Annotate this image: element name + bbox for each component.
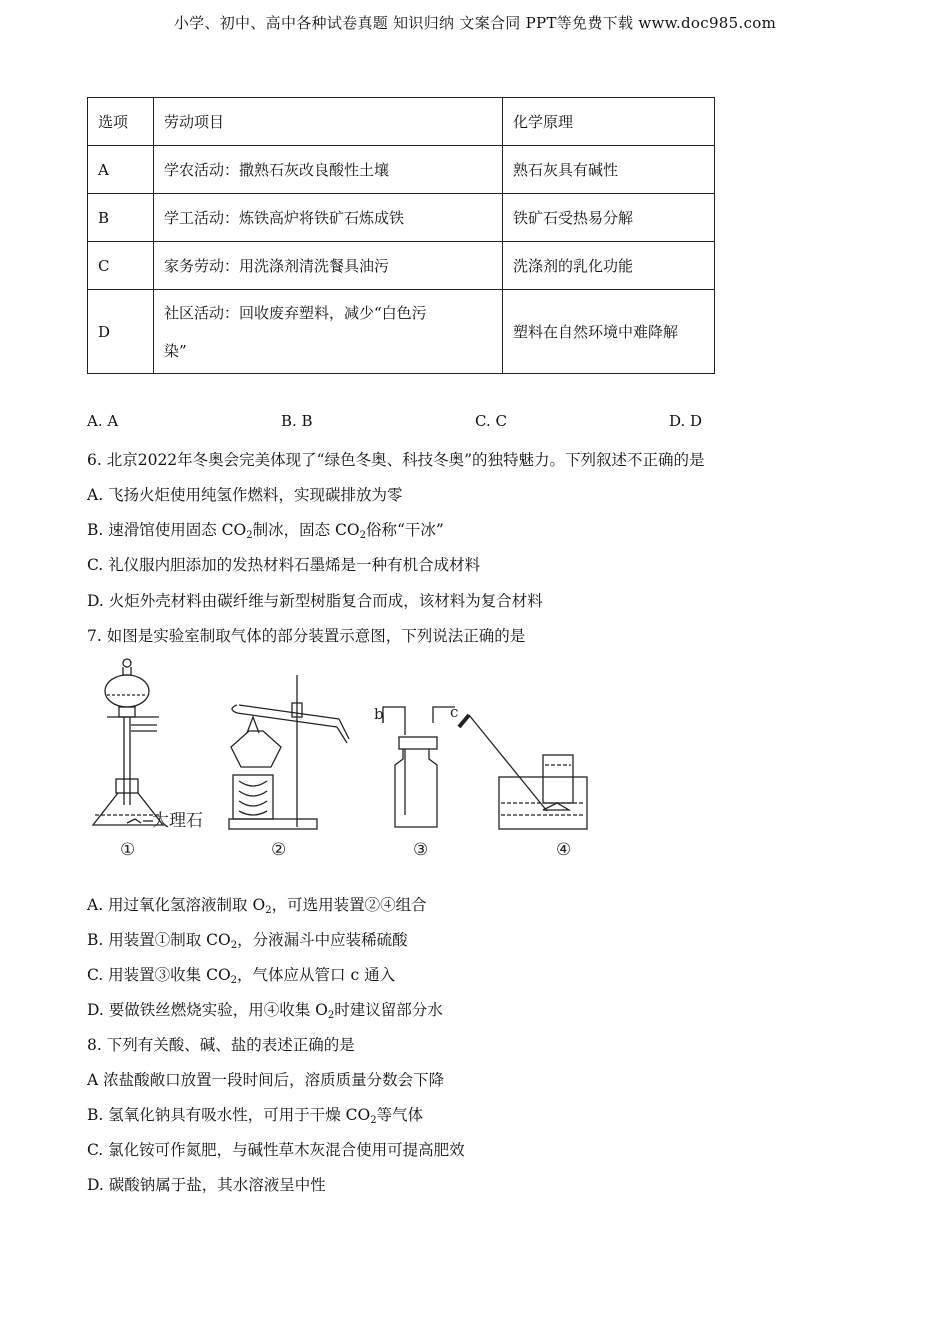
table-cell-line: 染” xyxy=(164,341,187,360)
table-header-cell: 选项 xyxy=(88,98,154,146)
marble-label: 大理石 xyxy=(152,811,203,830)
table-cell: 学农活动：撒熟石灰改良酸性土壤 xyxy=(154,146,503,194)
label-c: c xyxy=(450,703,459,721)
subscript: 2 xyxy=(327,1010,335,1021)
question6-option-a[interactable]: A. 飞扬火炬使用纯氢作燃料，实现碳排放为零 xyxy=(87,486,403,504)
subscript: 2 xyxy=(265,905,272,916)
table-row xyxy=(88,242,715,290)
subscript: 2 xyxy=(359,530,366,541)
text-part: 制冰，固态 CO xyxy=(252,521,360,539)
label-b: b xyxy=(374,705,384,723)
question5-table xyxy=(87,97,715,374)
text-part: ，可选用装置②④组合 xyxy=(271,896,427,914)
question7-option-c[interactable] xyxy=(87,963,395,986)
table-row xyxy=(88,290,715,374)
text-part: D. 要做铁丝燃烧实验，用④收集 O xyxy=(87,1001,328,1019)
table-header-row xyxy=(88,98,715,146)
text-part: ，分液漏斗中应装稀硫酸 xyxy=(237,931,408,949)
question8-option-b[interactable] xyxy=(87,1103,423,1126)
text-part: ，气体应从管口 c 通入 xyxy=(237,966,396,984)
subscript: 2 xyxy=(246,530,253,541)
apparatus-number-3: ③ xyxy=(413,840,429,860)
question5-options xyxy=(87,412,887,436)
text-part: 等气体 xyxy=(376,1106,424,1124)
table-cell: 学工活动：炼铁高炉将铁矿石炼成铁 xyxy=(154,194,503,242)
table-row xyxy=(88,146,715,194)
question6-option-c[interactable]: C. 礼仪服内胆添加的发热材料石墨烯是一种有机合成材料 xyxy=(87,556,481,574)
page-header: 小学、初中、高中各种试卷真题 知识归纳 文案合同 PPT等免费下载 www.doc985.com xyxy=(173,14,777,32)
table-cell: B xyxy=(88,194,154,242)
option-d[interactable]: D. D xyxy=(669,412,703,430)
apparatus-4-trough xyxy=(459,715,587,829)
lab-apparatus-figure xyxy=(87,655,607,865)
table-cell: A xyxy=(88,146,154,194)
text-part: 时建议留部分水 xyxy=(334,1001,443,1019)
subscript: 2 xyxy=(230,975,238,986)
table-cell-line: 社区活动：回收废弃塑料，减少“白色污 xyxy=(164,303,427,322)
text-part: A. 用过氧化氢溶液制取 O xyxy=(87,896,266,914)
apparatus-number-2: ② xyxy=(271,840,287,860)
question6-stem: 6. 北京2022年冬奥会完美体现了“绿色冬奥、科技冬奥”的独特魅力。下列叙述不正确的是 xyxy=(87,451,705,469)
text-part: C. 用装置③收集 CO xyxy=(87,966,231,984)
table-cell: 熟石灰具有碱性 xyxy=(503,146,715,194)
table-cell: 洗涤剂的乳化功能 xyxy=(503,242,715,290)
question8-option-c[interactable]: C. 氯化铵可作氮肥，与碱性草木灰混合使用可提高肥效 xyxy=(87,1141,465,1159)
table-header-cell: 化学原理 xyxy=(503,98,715,146)
question8-option-a[interactable]: A 浓盐酸敞口放置一段时间后，溶质质量分数会下降 xyxy=(87,1071,445,1089)
apparatus-2-heating xyxy=(229,675,349,829)
question7-option-d[interactable] xyxy=(87,998,443,1021)
subscript: 2 xyxy=(370,1115,377,1126)
option-a[interactable]: A. A xyxy=(87,412,119,430)
table-cell: D xyxy=(88,290,154,374)
question7-option-b[interactable] xyxy=(87,928,408,951)
table-cell: C xyxy=(88,242,154,290)
table-cell: 家务劳动：用洗涤剂清洗餐具油污 xyxy=(154,242,503,290)
table-header-cell: 劳动项目 xyxy=(154,98,503,146)
question6-option-b[interactable] xyxy=(87,518,444,541)
apparatus-number-1: ① xyxy=(120,840,136,860)
question8-option-d[interactable]: D. 碳酸钠属于盐，其水溶液呈中性 xyxy=(87,1176,326,1194)
question6-option-d[interactable]: D. 火炬外壳材料由碳纤维与新型树脂复合而成，该材料为复合材料 xyxy=(87,592,543,610)
apparatus-3-bottle xyxy=(383,707,455,827)
option-b[interactable]: B. B xyxy=(281,412,313,430)
table-row xyxy=(88,194,715,242)
question7-option-a[interactable] xyxy=(87,893,427,916)
text-part: B. 氢氧化钠具有吸水性，可用于干燥 CO xyxy=(87,1106,371,1124)
apparatus-number-4: ④ xyxy=(556,840,572,860)
question7-stem: 7. 如图是实验室制取气体的部分装置示意图，下列说法正确的是 xyxy=(87,627,526,645)
subscript: 2 xyxy=(230,940,238,951)
text-part: B. 速滑馆使用固态 CO xyxy=(87,521,247,539)
question8-stem: 8. 下列有关酸、碱、盐的表述正确的是 xyxy=(87,1036,355,1054)
table-cell-multiline xyxy=(154,290,503,374)
table-cell: 铁矿石受热易分解 xyxy=(503,194,715,242)
table-cell: 塑料在自然环境中难降解 xyxy=(503,290,715,374)
text-part: B. 用装置①制取 CO xyxy=(87,931,231,949)
text-part: 俗称“干冰” xyxy=(366,521,444,539)
option-c[interactable]: C. C xyxy=(475,412,507,430)
apparatus-1-flask xyxy=(93,659,163,825)
